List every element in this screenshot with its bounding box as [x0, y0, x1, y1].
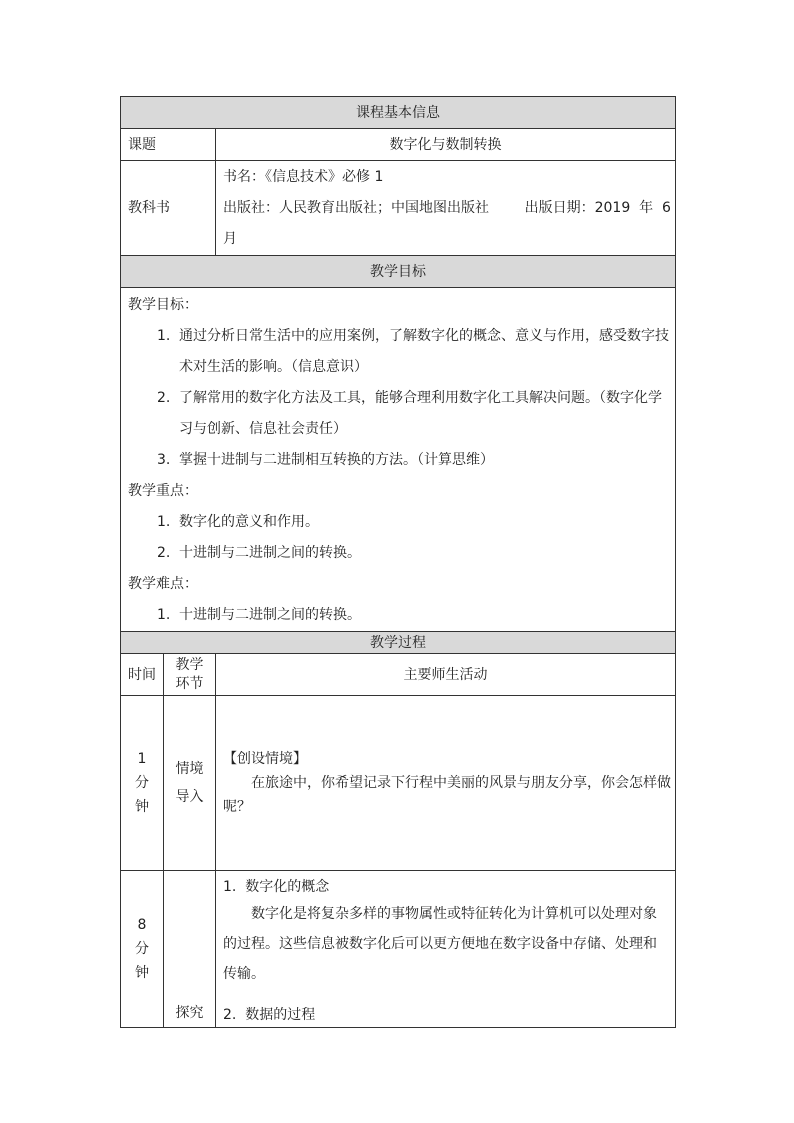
key-point-text: 数字化的意义和作用。 — [179, 514, 319, 530]
stage-label: 导入 — [175, 789, 204, 805]
key-point-item — [121, 538, 675, 569]
activity-text: 的过程。这些信息被数字化后可以更方便地在数字设备中存储、处理和 — [223, 936, 657, 952]
goal-number: 3. — [157, 452, 171, 468]
difficult-point-number: 1. — [157, 607, 171, 623]
difficult-point-text: 十进制与二进制之间的转换。 — [179, 607, 361, 623]
textbook-name: 书名：《信息技术》必修 1 — [223, 168, 384, 185]
difficult-point-item — [121, 600, 675, 631]
key-point-item — [121, 507, 675, 538]
topic-label: 课题 — [121, 129, 216, 161]
time-unit: 钟 — [135, 965, 149, 981]
key-point-number: 1. — [157, 514, 171, 530]
topic-value: 数字化与数制转换 — [216, 129, 676, 161]
time-unit: 分 — [135, 941, 149, 957]
textbook-details — [216, 161, 676, 256]
time-unit: 钟 — [135, 799, 149, 815]
stage-label: 情境 — [175, 761, 204, 777]
objectives-content — [121, 288, 676, 632]
goals-label: 教学目标： — [128, 297, 198, 313]
goal-text: 术对生活的影响。（信息意识） — [179, 359, 368, 375]
course-info-header: 课程基本信息 — [121, 97, 676, 129]
goal-item — [121, 383, 675, 445]
difficult-points-label: 教学难点： — [128, 576, 198, 592]
activity-item-title: 2. 数据的过程 — [223, 1007, 316, 1023]
goal-number: 1. — [157, 328, 171, 344]
goal-number: 2. — [157, 390, 171, 406]
stage-cell — [164, 871, 216, 1028]
goal-item — [121, 445, 675, 476]
activity-text: 呢？ — [223, 799, 251, 815]
activity-title: 【创设情境】 — [223, 751, 307, 767]
col-stage-header-line: 环节 — [175, 675, 204, 692]
goal-text: 掌握十进制与二进制相互转换的方法。（计算思维） — [179, 452, 494, 468]
activity-cell — [216, 696, 676, 871]
goal-item — [121, 321, 675, 383]
key-points-label: 教学重点： — [128, 483, 198, 499]
goal-text: 通过分析日常生活中的应用案例，了解数字化的概念、意义与作用，感受数字技 — [179, 328, 669, 344]
col-stage-header — [164, 654, 216, 696]
activity-text: 传输。 — [223, 966, 265, 982]
objectives-header: 教学目标 — [121, 256, 676, 288]
time-value: 8 — [137, 917, 147, 933]
process-header: 教学过程 — [121, 632, 676, 654]
key-point-text: 十进制与二进制之间的转换。 — [179, 545, 361, 561]
publisher-line-cont: 月 — [223, 230, 237, 247]
stage-label: 探究 — [175, 1005, 204, 1021]
col-stage-header-line: 教学 — [175, 656, 204, 673]
time-unit: 分 — [135, 775, 149, 791]
col-time-header: 时间 — [121, 654, 164, 696]
activity-item-title: 1. 数字化的概念 — [223, 879, 330, 895]
goal-text: 了解常用的数字化方法及工具，能够合理利用数字化工具解决问题。（数字化学 — [179, 390, 662, 406]
time-cell — [121, 696, 164, 871]
stage-cell — [164, 696, 216, 871]
lesson-plan-table — [120, 96, 676, 1028]
textbook-label: 教科书 — [121, 161, 216, 256]
publisher-line: 出版社：人民教育出版社；中国地图出版社 出版日期：2019 年 6 — [223, 199, 671, 216]
activity-text: 数字化是将复杂多样的事物属性或特征转化为计算机可以处理对象 — [251, 906, 657, 922]
activity-text: 在旅途中，你希望记录下行程中美丽的风景与朋友分享，你会怎样做 — [251, 775, 671, 791]
time-cell — [121, 871, 164, 1028]
col-activity-header: 主要师生活动 — [216, 654, 676, 696]
activity-cell — [216, 871, 676, 1028]
goal-text: 习与创新、信息社会责任） — [179, 421, 347, 437]
time-value: 1 — [137, 751, 147, 767]
key-point-number: 2. — [157, 545, 171, 561]
